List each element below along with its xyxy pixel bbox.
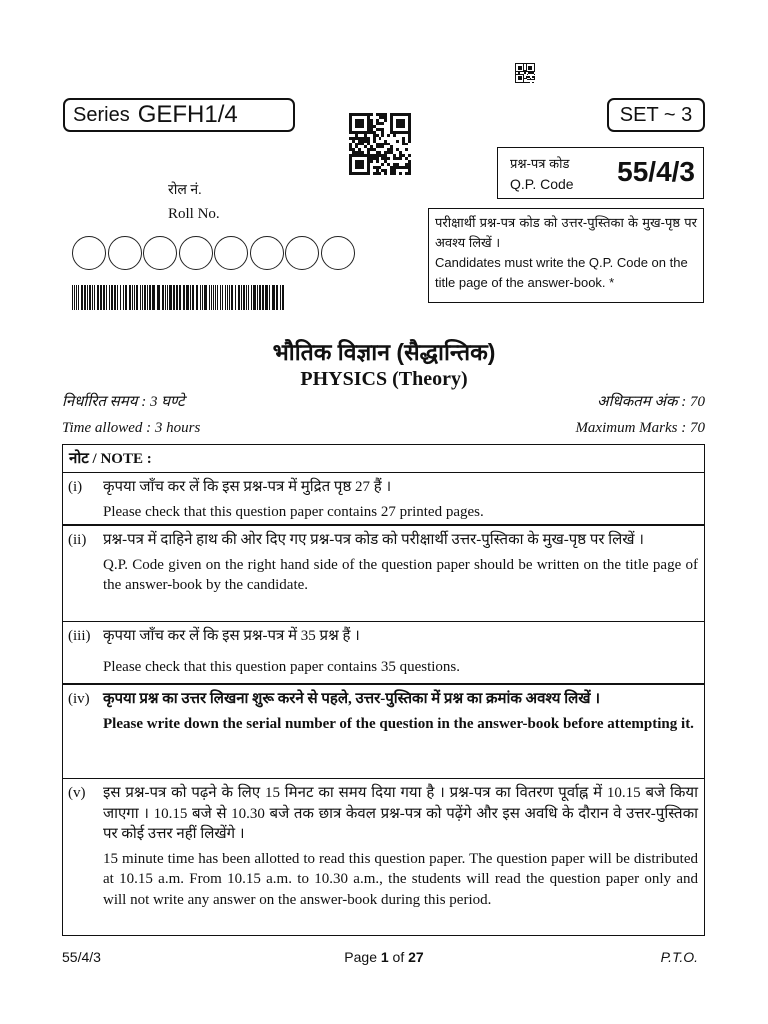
barcode-bar [246,285,247,310]
barcode-bar [276,285,278,310]
barcode-bar [87,285,88,310]
barcode-bar [265,285,268,310]
roll-number-circles[interactable] [72,236,362,272]
barcode-bar [215,285,216,310]
barcode-bar [78,285,79,310]
barcode-bar [106,285,107,310]
set-box [607,98,705,132]
barcode-bar [142,285,143,310]
note-number: (v) [68,785,86,801]
note-item-5 [63,778,704,935]
roll-label-hindi: रोल नं. [168,183,202,198]
barcode-bar [272,285,275,310]
barcode-bar [257,285,258,310]
barcode-bar [262,285,264,310]
barcode-bar [132,285,133,310]
barcode [72,285,290,310]
page-current: 1 [380,949,389,965]
barcode-bar [125,285,127,310]
barcode-bar [209,285,210,310]
barcode-bar [81,285,83,310]
max-marks-english: Maximum Marks : 70 [575,420,705,436]
page-prefix: Page [344,949,381,965]
barcode-bar [269,285,270,310]
qr-code [349,113,411,175]
qp-label-hindi: प्रश्न-पत्र कोड [510,156,570,171]
note-number: (iv) [68,691,90,707]
note-hindi: प्रश्न-पत्र में दाहिने हाथ की ओर दिए गए प्रश्न-पत्र कोड को परीक्षार्थी उत्तर-पुस्तिका के मुख-पृष्ठ पर लिखें । [103,532,644,548]
qp-code-box [497,147,704,199]
note-table [62,444,705,936]
barcode-bar [217,285,218,310]
roll-digit-circle[interactable] [321,236,355,270]
page-number [0,949,768,965]
note-heading: नोट / NOTE : [69,451,152,467]
barcode-bar [103,285,105,310]
barcode-bar [120,285,121,310]
candidate-note-hindi: परीक्षार्थी प्रश्न-पत्र कोड को उत्तर-पुस्तिका के मुख-पृष्ठ पर अवश्य लिखें । [435,215,697,250]
barcode-bar [183,285,185,310]
note-item-1 [63,472,704,524]
barcode-bar [162,285,164,310]
barcode-bar [204,285,207,310]
barcode-bar [89,285,91,310]
roll-digit-circle[interactable] [143,236,177,270]
barcode-bar [149,285,151,310]
time-allowed-english: Time allowed : 3 hours [62,420,201,436]
page-total: 27 [408,949,424,965]
subject-title-hindi: भौतिक विज्ञान (सैद्धान्तिक) [272,339,496,365]
barcode-bar [251,285,252,310]
barcode-bar [97,285,99,310]
barcode-bar [190,285,191,310]
note-item-4 [63,683,704,778]
barcode-bar [248,285,249,310]
barcode-bar [109,285,110,310]
roll-digit-circle[interactable] [285,236,319,270]
barcode-bar [165,285,166,310]
note-english: Q.P. Code given on the right hand side of the question paper should be written on the title page of the answer-book by the candidate. [103,556,698,593]
note-english: 15 minute time has been allotted to read this question paper. The question paper will be distributed at 10.15 a.m. From 10.15 a.m. to 10.30 a.m., the students will read the question paper only and will not write any answer on the answer-book during this period. [103,850,698,908]
barcode-bar [282,285,284,310]
barcode-bar [134,285,135,310]
series-label: Series [73,103,130,126]
barcode-bar [238,285,240,310]
barcode-bar [111,285,113,310]
barcode-bar [196,285,198,310]
barcode-bar [253,285,256,310]
roll-label-english: Roll No. [168,206,220,222]
small-qr-code [515,63,535,83]
note-number: (i) [68,479,83,495]
barcode-bar [157,285,160,310]
barcode-bar [176,285,178,310]
barcode-bar [235,285,236,310]
note-hindi: इस प्रश्न-पत्र को पढ़ने के लिए 15 मिनट का समय दिया गया है । प्रश्न-पत्र का वितरण पूर्वाह्न में 10.15 बजे किया जाएगा । 10.15 बजे से 10.30 बजे तक छात्र केवल प्रश्न-पत्र को पढ़ेंगे और इस अवधि के दौरान वे उत्तर-पुस्तिका पर कोई उत्तर नहीं लिखेंगे । [103,785,698,842]
candidate-instruction-box [428,208,704,303]
barcode-bar [173,285,175,310]
barcode-bar [259,285,261,310]
barcode-bar [192,285,194,310]
barcode-bar [100,285,102,310]
note-english: Please check that this question paper contains 27 printed pages. [103,503,484,520]
barcode-bar [202,285,203,310]
barcode-bar [186,285,189,310]
page-mid: of [388,949,409,965]
roll-digit-circle[interactable] [179,236,213,270]
note-english: Please check that this question paper contains 35 questions. [103,658,461,675]
roll-digit-circle[interactable] [214,236,248,270]
barcode-bar [200,285,201,310]
barcode-bar [117,285,118,310]
roll-digit-circle[interactable] [72,236,106,270]
series-code: GEFH1/4 [137,101,238,128]
note-hindi: कृपया जाँच कर लें कि इस प्रश्न-पत्र में मुद्रित पृष्ठ 27 हैं । [103,479,392,495]
barcode-bar [231,285,233,310]
pto-label: P.T.O. [660,949,698,965]
footer-code: 55/4/3 [62,949,101,965]
barcode-bar [94,285,95,310]
barcode-bar [225,285,226,310]
note-item-3 [63,621,704,683]
barcode-bar [213,285,214,310]
barcode-bar [220,285,221,310]
barcode-bar [152,285,155,310]
note-number: (iii) [68,628,91,644]
roll-digit-circle[interactable] [250,236,284,270]
time-allowed-hindi: निर्धारित समय : 3 घण्टे [62,394,185,410]
barcode-bar [129,285,131,310]
barcode-bar [167,285,168,310]
barcode-bar [114,285,116,310]
barcode-bar [222,285,223,310]
note-english: Please write down the serial number of the question in the answer-book before attempting it. [103,715,694,732]
note-hindi: कृपया प्रश्न का उत्तर लिखना शुरू करने से पहले, उत्तर-पुस्तिका में प्रश्न का क्रमांक अवश्य लिखें । [103,691,601,707]
barcode-bar [84,285,86,310]
note-item-2 [63,524,704,621]
barcode-bar [144,285,146,310]
barcode-bar [241,285,242,310]
barcode-bar [147,285,148,310]
barcode-bar [211,285,212,310]
qp-code: 55/4/3 [617,156,695,187]
candidate-note-english: Candidates must write the Q.P. Code on the title page of the answer-book. * [435,255,688,290]
qp-label-english: Q.P. Code [510,176,574,192]
barcode-bar [229,285,230,310]
note-hindi: कृपया जाँच कर लें कि इस प्रश्न-पत्र में 35 प्रश्न हैं । [103,628,360,644]
barcode-bar [74,285,75,310]
barcode-bar [92,285,93,310]
set-label: SET ~ 3 [619,103,693,126]
barcode-bar [169,285,172,310]
barcode-bar [140,285,141,310]
subject-title-english: PHYSICS (Theory) [300,368,468,390]
max-marks-hindi: अधिकतम अंक : 70 [597,394,705,410]
barcode-bar [72,285,73,310]
series-box [63,98,295,132]
barcode-bar [76,285,77,310]
note-number: (ii) [68,532,87,548]
barcode-bar [136,285,138,310]
barcode-bar [179,285,181,310]
barcode-bar [280,285,281,310]
barcode-bar [227,285,228,310]
roll-digit-circle[interactable] [108,236,142,270]
barcode-bar [123,285,124,310]
barcode-bar [243,285,245,310]
